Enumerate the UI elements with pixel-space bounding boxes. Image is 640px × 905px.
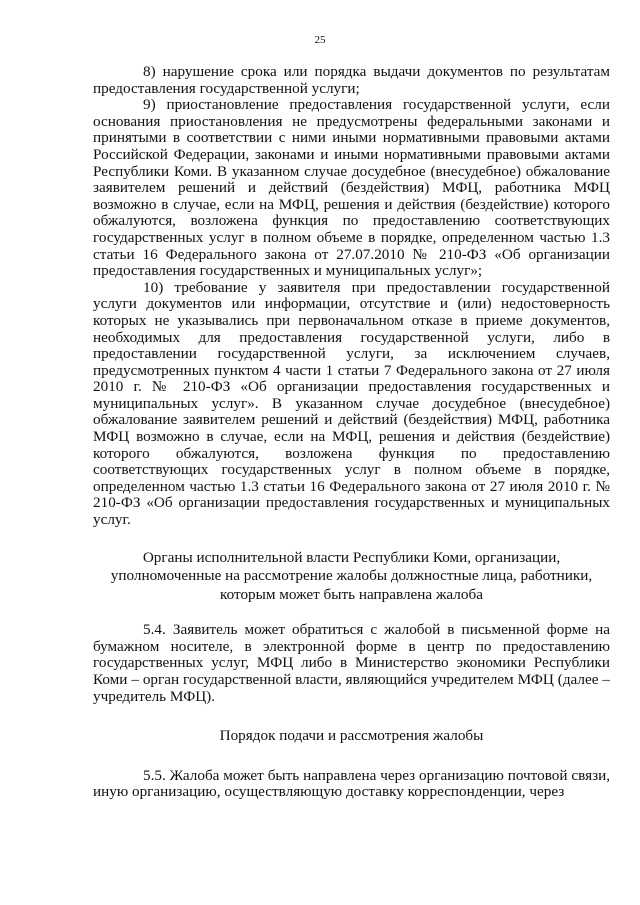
heading-line: которым может быть направлена жалоба: [220, 585, 483, 603]
page-content: [93, 64, 610, 801]
section-heading-organs: [93, 549, 610, 605]
spacer: [93, 705, 610, 727]
spacer: [93, 746, 610, 768]
spacer: [93, 604, 610, 622]
heading-line: Органы исполнительной власти Республики Коми, организации,: [142, 548, 561, 566]
spacer: [93, 529, 610, 549]
paragraph-item-9: 9) приостановление предоставления государственной услуги, если основания приостановления не предусмотрены федеральными законами и принятыми в соответствии с ними иными нормативными правовыми актами Российской Федерации, законами и иными нормативными правовыми актами Республики Коми. В указанном случае досудебное (внесудебное) обжалование заявителем решений и действий (бездействия) МФЦ, работника МФЦ возможно в случае, если на МФЦ, решения и действия (бездействие) которого обжалуются, возложена функция по предоставлению соответствующих государственных услуг в полном объеме в порядке, определенном частью 1.3 статьи 16 Федерального закона от 27.07.2010 № 210-ФЗ «Об организации предоставления государственных и муниципальных услуг»;: [93, 96, 610, 280]
paragraph-item-8: 8) нарушение срока или порядка выдачи документов по результатам предоставления государственной услуги;: [93, 63, 610, 97]
paragraph-5-5: 5.5. Жалоба может быть направлена через организацию почтовой связи, иную организацию, осуществляющую доставку корреспонденции, через: [93, 766, 610, 801]
page-number: 25: [314, 34, 326, 46]
heading-line: уполномоченные на рассмотрение жалобы должностные лица, работники,: [110, 567, 593, 585]
paragraph-5-4: 5.4. Заявитель может обратиться с жалобой в письменной форме на бумажном носителе, в электронной форме в центр по предоставлению государственных услуг, МФЦ либо в Министерство экономики Республики Коми – орган государственной власти, являющийся учредителем МФЦ (далее – учредитель МФЦ).: [93, 621, 610, 705]
section-heading-procedure: Порядок подачи и рассмотрения жалобы: [219, 727, 484, 745]
paragraph-item-10: 10) требование у заявителя при предоставлении государственной услуги документов или информации, отсутствие и (или) недостоверность которых не указывались при первоначальном отказе в приеме документов, необходимых для предоставления государственной услуги, либо в предоставлении государственной услуги, за исключением случаев, предусмотренных пунктом 4 части 1 статьи 7 Федерального закона от 27 июля 2010 г. № 210-ФЗ «Об организации предоставления государственных и муниципальных услуг». В указанном случае досудебное (внесудебное) обжалование заявителем решений и действий (бездействия) МФЦ, работника МФЦ возможно в случае, если на МФЦ, решения и действия (бездействие) которого обжалуются, возложена функция по предоставлению соответствующих государственных услуг в полном объеме в порядке, определенном частью 1.3 статьи 16 Федерального закона от 27 июля 2010 г. № 210-ФЗ «Об организации предоставления государственных и муниципальных услуг.: [93, 278, 610, 529]
